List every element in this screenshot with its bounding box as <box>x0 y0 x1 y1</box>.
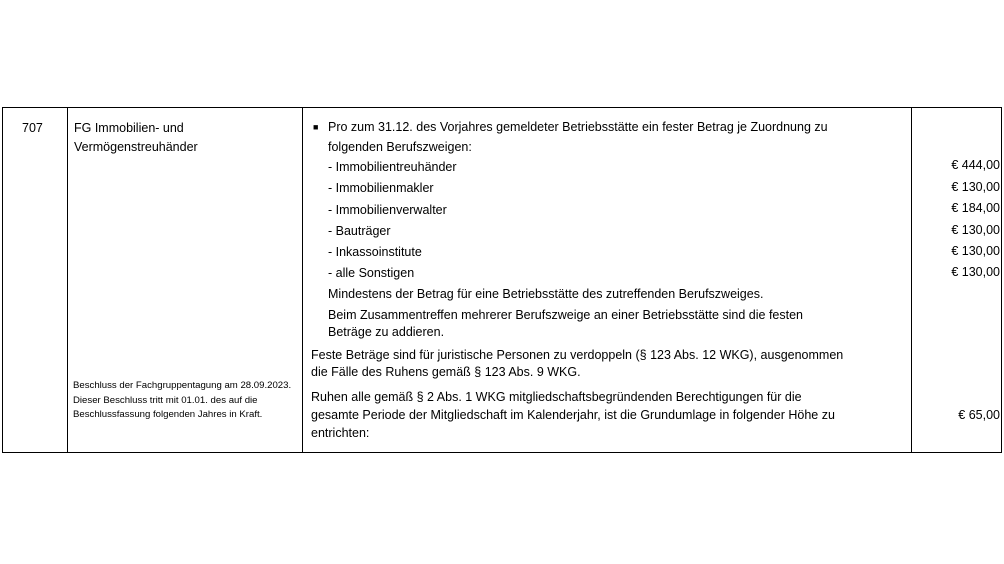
item-amount: € 130,00 <box>951 180 1000 194</box>
item-label: - Immobilientreuhänder <box>328 160 457 174</box>
column-divider <box>302 108 303 452</box>
intro-line-2: folgenden Berufszweigen: <box>328 140 472 154</box>
item-label: - Immobilienverwalter <box>328 203 447 217</box>
legal-line-2: die Fälle des Ruhens gemäß § 123 Abs. 9 WKG. <box>311 365 581 379</box>
dormant-line-3: entrichten: <box>311 426 370 440</box>
dormant-amount: € 65,00 <box>958 408 1000 422</box>
multiple-line-2: Beträge zu addieren. <box>328 325 445 339</box>
dormant-line-2: gesamte Periode der Mitgliedschaft im Kalenderjahr, ist die Grundumlage in folgender Höhe zu <box>311 408 835 422</box>
item-amount: € 130,00 <box>951 265 1000 279</box>
multiple-line-1: Beim Zusammentreffen mehrerer Berufszweige an einer Betriebsstätte sind die festen <box>328 308 803 322</box>
item-amount: € 130,00 <box>951 244 1000 258</box>
item-label: - Bauträger <box>328 224 391 238</box>
intro-line-1: Pro zum 31.12. des Vorjahres gemeldeter Betriebsstätte ein fester Betrag je Zuordnung zu <box>328 120 828 134</box>
group-name: FG Immobilien- und Vermögenstreuhänder <box>74 121 198 154</box>
minimum-text: Mindestens der Betrag für eine Betriebsstätte des zutreffenden Berufszweiges. <box>328 287 764 301</box>
item-label: - alle Sonstigen <box>328 266 415 280</box>
row-number: 707 <box>22 121 43 135</box>
item-amount: € 184,00 <box>951 201 1000 215</box>
item-label: - Inkassoinstitute <box>328 245 422 259</box>
dormant-line-1: Ruhen alle gemäß § 2 Abs. 1 WKG mitgliedschaftsbegründenden Berechtigungen für die <box>311 390 802 404</box>
item-amount: € 130,00 <box>951 223 1000 237</box>
decision-note: Beschluss der Fachgruppentagung am 28.09.2023. Dieser Beschluss tritt mit 01.01. des auf die Beschlussfassung folgenden Jahres in Kraft. <box>73 380 292 420</box>
item-label: - Immobilienmakler <box>328 181 434 195</box>
legal-line-1: Feste Beträge sind für juristische Personen zu verdoppeln (§ 123 Abs. 12 WKG), ausgenommen <box>311 348 844 362</box>
bullet-icon: ■ <box>313 122 319 132</box>
column-divider <box>67 108 68 452</box>
item-amount: € 444,00 <box>951 158 1000 172</box>
column-divider <box>911 108 912 452</box>
